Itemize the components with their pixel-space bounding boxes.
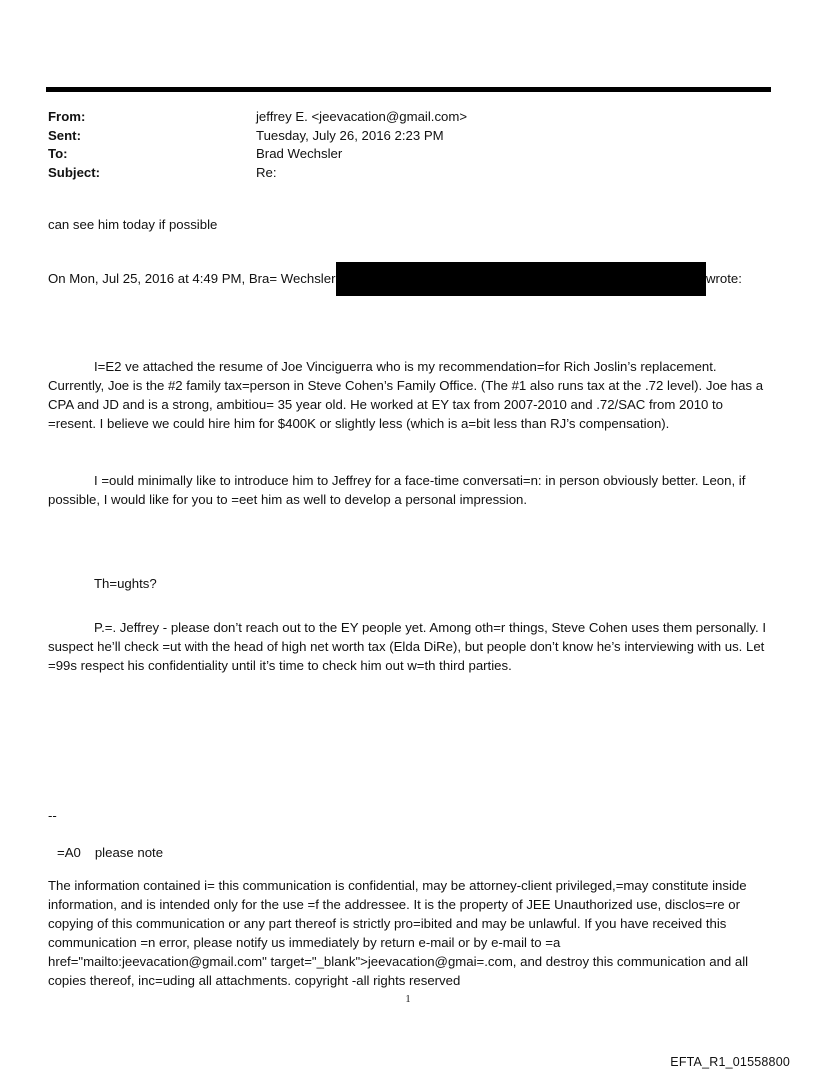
body-paragraph-2: I =ould minimally like to introduce him to Jeffrey for a face-time conversati=n: in person obviously better. Leon, if possible, I would like for you to =eet him as well to develop a personal impression. xyxy=(48,473,746,507)
body-paragraph-4: P.=. Jeffrey - please don’t reach out to the EY people yet. Among oth=r things, Steve Cohen uses them personally. I suspect he’ll check =ut with the head of high net worth tax (Elda DiRe), but people don’t know he’s interviewing with us. Let =99s respect his confidentiality until it’s time to check him out w=th third parties. xyxy=(48,620,766,673)
email-header xyxy=(48,108,768,182)
bates-number: EFTA_R1_01558800 xyxy=(670,1055,790,1069)
note-text: please note xyxy=(94,845,164,860)
redaction-block xyxy=(336,262,706,296)
note-line xyxy=(57,843,779,862)
disclaimer-paragraph: The information contained i= this communication is confidential, may be attorney-client privileged,=may constitute inside information, and is intended only for the use =f the addressee. It is the property of JEE Unauthorized use, disclos=re or copying of this communication or any part thereof is strictly pro=ibited and may be unlawful. If you have received this communication =n error, please notify us immediately by return e-mail or by e-mail to =a href="mailto:jeevacation@gmail.com" target="_blank">jeevacation@gmai=.com, and destroy this communication and all copies thereof, inc=uding all attachments. copyright -all rights reserved xyxy=(48,878,749,988)
quote-intro: On Mon, Jul 25, 2016 at 4:49 PM, Bra= Wechsler xyxy=(48,271,336,286)
quote-intro-tail: wrote: xyxy=(706,271,742,286)
subject-label: Subject: xyxy=(48,164,101,180)
to-value: Brad Wechsler xyxy=(256,146,343,161)
from-label: From: xyxy=(48,109,86,124)
quote-intro-line xyxy=(48,262,770,296)
to-label: To: xyxy=(48,146,68,161)
reply-text: can see him today if possible xyxy=(48,217,218,232)
from-row xyxy=(48,108,768,127)
sent-row xyxy=(48,127,768,146)
sent-label: Sent: xyxy=(48,127,81,143)
sent-value: Tuesday, July 26, 2016 2:23 PM xyxy=(256,127,444,143)
from-value: jeffrey E. <jeevacation@gmail.com> xyxy=(256,109,468,124)
subject-value: Re: xyxy=(256,164,277,180)
body-paragraph-1: I=E2 ve attached the resume of Joe Vinciguerra who is my recommendation=for Rich Joslin’s replacement. Currently, Joe is the #2 family tax=person in Steve Cohen’s Family Office. (The #1 also runs tax at the .72 level). Joe has a CPA and JD and is a strong, ambitiou= 35 year old. He worked at EY tax from 2007-2010 and .72/SAC from 2010 to =resent. I believe we could hire him for $400K or slightly less (which is a=bit less than RJ’s compensation). xyxy=(48,359,764,431)
subject-row xyxy=(48,164,768,183)
header-rule xyxy=(46,87,771,92)
body-paragraph-3: Th=ughts? xyxy=(94,576,157,591)
page-number: 1 xyxy=(405,994,411,1005)
to-row xyxy=(48,145,768,164)
signature-separator: -- xyxy=(48,808,57,823)
note-prefix: =A0 xyxy=(57,845,81,860)
